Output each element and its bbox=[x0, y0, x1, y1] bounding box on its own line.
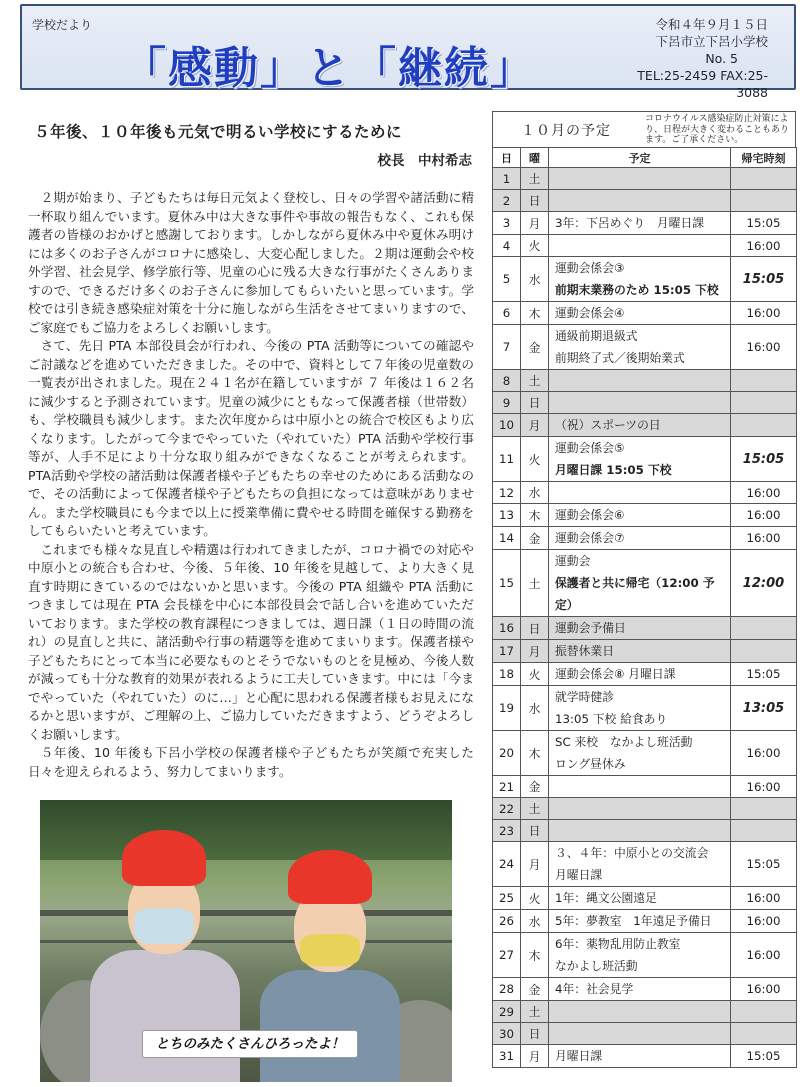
schedule-return-time: 16:00 bbox=[731, 887, 797, 910]
schedule-weekday: 日 bbox=[521, 190, 549, 212]
schedule-return-time: 16:00 bbox=[731, 504, 797, 527]
schedule-event: 1年：縄文公園遠足 bbox=[555, 891, 657, 905]
schedule-event: 3年：下呂めぐり 月曜日課 bbox=[555, 216, 705, 230]
schedule-events bbox=[549, 1023, 731, 1045]
schedule-return-time: 15:05 bbox=[731, 663, 797, 686]
schedule-event: 月曜日課 bbox=[555, 868, 603, 882]
schedule-weekday: 木 bbox=[521, 731, 549, 776]
schedule-return-time bbox=[731, 798, 797, 820]
schedule-return-time: 16:00 bbox=[731, 527, 797, 550]
column-day: 日 bbox=[493, 148, 521, 168]
schedule-events bbox=[549, 482, 731, 504]
column-return-time: 帰宅時刻 bbox=[731, 148, 797, 168]
school-name: 下呂市立下呂小学校 bbox=[655, 34, 768, 49]
schedule-event: 保護者と共に帰宅（12:00 予定） bbox=[555, 576, 715, 612]
schedule-events bbox=[549, 370, 731, 392]
schedule-row bbox=[493, 325, 797, 370]
schedule-event: SC 来校 なかよし班活動 bbox=[555, 735, 693, 749]
schedule-return-time bbox=[731, 820, 797, 842]
principal-article bbox=[28, 120, 474, 781]
schedule-event: 運動会係会⑤ bbox=[555, 441, 625, 455]
schedule-return-time bbox=[731, 1023, 797, 1045]
schedule-row bbox=[493, 776, 797, 798]
schedule-row bbox=[493, 686, 797, 731]
schedule-weekday: 水 bbox=[521, 257, 549, 302]
schedule-events bbox=[549, 776, 731, 798]
schedule-events bbox=[549, 212, 731, 235]
schedule-events bbox=[549, 842, 731, 887]
schedule-return-time: 16:00 bbox=[731, 235, 797, 257]
newsletter-tag: 学校だより bbox=[32, 18, 93, 32]
schedule-day: 30 bbox=[493, 1023, 521, 1045]
schedule-day: 16 bbox=[493, 617, 521, 640]
schedule-event: 通級前期退級式 bbox=[555, 329, 638, 343]
schedule-return-time: 15:05 bbox=[731, 437, 797, 482]
schedule-return-time bbox=[731, 1001, 797, 1023]
schedule-day: 27 bbox=[493, 933, 521, 978]
newsletter-title: 「感動」と「継続」 bbox=[122, 43, 536, 94]
schedule-event: 就学時健診 bbox=[555, 690, 614, 704]
schedule-row bbox=[493, 527, 797, 550]
schedule-return-time: 16:00 bbox=[731, 978, 797, 1001]
schedule-title: １０月の予定 bbox=[521, 123, 611, 139]
schedule-row bbox=[493, 1045, 797, 1068]
schedule-row bbox=[493, 820, 797, 842]
schedule-row bbox=[493, 414, 797, 437]
schedule-return-time: 16:00 bbox=[731, 910, 797, 933]
schedule-weekday: 木 bbox=[521, 933, 549, 978]
schedule-events bbox=[549, 686, 731, 731]
newsletter-meta bbox=[608, 16, 768, 101]
schedule-return-time: 16:00 bbox=[731, 933, 797, 978]
schedule-column-headers bbox=[493, 148, 797, 168]
schedule-weekday: 水 bbox=[521, 482, 549, 504]
schedule-events bbox=[549, 504, 731, 527]
schedule-weekday: 日 bbox=[521, 820, 549, 842]
schedule-weekday: 日 bbox=[521, 617, 549, 640]
schedule-events bbox=[549, 910, 731, 933]
schedule-day: 13 bbox=[493, 504, 521, 527]
schedule-day: 15 bbox=[493, 550, 521, 617]
schedule-weekday: 金 bbox=[521, 325, 549, 370]
schedule-weekday: 金 bbox=[521, 776, 549, 798]
schedule-events bbox=[549, 617, 731, 640]
schedule-weekday: 水 bbox=[521, 910, 549, 933]
schedule-rows bbox=[493, 168, 797, 1068]
schedule-weekday: 月 bbox=[521, 842, 549, 887]
schedule-day: 7 bbox=[493, 325, 521, 370]
schedule-day: 1 bbox=[493, 168, 521, 190]
schedule-event: 13:05 下校 給食あり bbox=[555, 712, 668, 726]
article-body bbox=[28, 189, 474, 781]
article-paragraph: ２期が始まり、子どもたちは毎日元気よく登校し、日々の学習や諸活動に精一杯取り組んでいます。夏休み中は大きな事件や事故の報告もなく、これも保護者の皆様のおかげと感謝しております。しかしながら夏休み中や夏休み明けには多くのお子さんがコロナに感染し、大変心配しました。２期は運動会や校外学習、社会見学、修学旅行等、児童の心に残る大きな行事がたくさんありますので、できるだけ多くのお子さんに参加してもらいたいと思っています。学校では引き続き感染症対策を十分に施しながら生活をさせてまいりますので、ご家庭でもご協力をよろしくお願いします。 bbox=[28, 190, 475, 335]
schedule-events bbox=[549, 1001, 731, 1023]
schedule-weekday: 月 bbox=[521, 212, 549, 235]
schedule-return-time: 15:05 bbox=[731, 1045, 797, 1068]
schedule-row bbox=[493, 617, 797, 640]
schedule-weekday: 金 bbox=[521, 527, 549, 550]
schedule-weekday: 月 bbox=[521, 1045, 549, 1068]
schedule-return-time bbox=[731, 414, 797, 437]
schedule-row bbox=[493, 663, 797, 686]
schedule-event: 月曜日課 bbox=[555, 1049, 603, 1063]
schedule-events bbox=[549, 731, 731, 776]
schedule-return-time: 16:00 bbox=[731, 731, 797, 776]
schedule-row bbox=[493, 370, 797, 392]
schedule-day: 3 bbox=[493, 212, 521, 235]
schedule-weekday: 木 bbox=[521, 504, 549, 527]
schedule-events bbox=[549, 933, 731, 978]
schedule-events bbox=[549, 1045, 731, 1068]
schedule-events bbox=[549, 820, 731, 842]
schedule-day: 8 bbox=[493, 370, 521, 392]
schedule-event: 運動会係会③ bbox=[555, 261, 625, 275]
newsletter-header bbox=[20, 4, 796, 100]
schedule-row bbox=[493, 842, 797, 887]
schedule-day: 21 bbox=[493, 776, 521, 798]
schedule-event: 運動会係会④ bbox=[555, 306, 625, 320]
issue-number: No. 5 bbox=[705, 51, 738, 66]
schedule-event: 月曜日課 15:05 下校 bbox=[555, 463, 672, 477]
photo-caption: とちのみたくさんひろったよ！ bbox=[142, 1030, 358, 1058]
schedule-weekday: 木 bbox=[521, 302, 549, 325]
schedule-row bbox=[493, 550, 797, 617]
schedule-return-time bbox=[731, 392, 797, 414]
schedule-event: 4年：社会見学 bbox=[555, 982, 634, 996]
schedule-event: 運動会予備日 bbox=[555, 621, 626, 635]
contact-info: TEL:25-2459 FAX:25-3088 bbox=[637, 68, 768, 100]
schedule-return-time: 15:05 bbox=[731, 257, 797, 302]
schedule-row bbox=[493, 302, 797, 325]
schedule-day: 9 bbox=[493, 392, 521, 414]
schedule-weekday: 月 bbox=[521, 414, 549, 437]
schedule-row bbox=[493, 978, 797, 1001]
schedule-return-time bbox=[731, 370, 797, 392]
schedule-weekday: 日 bbox=[521, 1023, 549, 1045]
schedule-weekday: 火 bbox=[521, 437, 549, 482]
schedule-event: 6年：薬物乱用防止教室 bbox=[555, 937, 681, 951]
schedule-day: 17 bbox=[493, 640, 521, 663]
schedule-weekday: 月 bbox=[521, 640, 549, 663]
schedule-event: 運動会係会⑥ bbox=[555, 508, 625, 522]
schedule-events bbox=[549, 978, 731, 1001]
schedule-event: ３、４年：中原小との交流会 bbox=[555, 846, 709, 860]
schedule-day: 5 bbox=[493, 257, 521, 302]
schedule-day: 19 bbox=[493, 686, 521, 731]
schedule-day: 6 bbox=[493, 302, 521, 325]
column-weekday: 曜 bbox=[521, 148, 549, 168]
schedule-day: 11 bbox=[493, 437, 521, 482]
article-author: 校長 中村希志 bbox=[377, 153, 472, 169]
schedule-weekday: 土 bbox=[521, 550, 549, 617]
children-photo bbox=[40, 800, 452, 1082]
schedule-return-time: 16:00 bbox=[731, 776, 797, 798]
schedule-event: 前期末業務のため 15:05 下校 bbox=[555, 283, 719, 297]
schedule-event: 運動会係会⑦ bbox=[555, 531, 625, 545]
schedule-day: 22 bbox=[493, 798, 521, 820]
schedule-event: 5年：夢教室 1年遠足予備日 bbox=[555, 914, 712, 928]
schedule-events bbox=[549, 325, 731, 370]
schedule-weekday: 金 bbox=[521, 978, 549, 1001]
schedule-events bbox=[549, 550, 731, 617]
schedule-return-time: 15:05 bbox=[731, 842, 797, 887]
schedule-return-time: 15:05 bbox=[731, 212, 797, 235]
schedule-weekday: 土 bbox=[521, 1001, 549, 1023]
october-schedule bbox=[492, 111, 796, 1068]
schedule-row bbox=[493, 235, 797, 257]
article-paragraph: これまでも様々な見直しや精選は行われてきましたが、コロナ禍での対応や中原小との統合も合わせ、今後、５年後、10 年後を見越して、より大きく見直す時期にきているのではないかと思います。今後の PTA 組織や PTA 活動につきましては現在 PTA 会長様を中心に本部役員会で話し合いを進めていただいております。また学校の教育課程につきましては、週日課（１日の時間の流れ）の見直しと共に、諸活動や行事の精選等を進めてまいります。保護者様や子どもたちにとって本当に必要なものとそうでないものとを見極め、今後人数が減っても十分な教育的効果が表れるように工夫していきます。中には「今までやっていた（やれていた）のに…」と心配に思われる保護者様もお見えになるかと思いますが、ご理解の上、ご協力していただきますよう、どうぞよろしくお願いします。 bbox=[28, 541, 474, 742]
schedule-row bbox=[493, 257, 797, 302]
schedule-events bbox=[549, 302, 731, 325]
schedule-event: なかよし班活動 bbox=[555, 959, 638, 973]
schedule-day: 14 bbox=[493, 527, 521, 550]
schedule-row bbox=[493, 910, 797, 933]
schedule-weekday: 火 bbox=[521, 235, 549, 257]
schedule-row bbox=[493, 212, 797, 235]
schedule-day: 29 bbox=[493, 1001, 521, 1023]
schedule-events bbox=[549, 887, 731, 910]
schedule-day: 26 bbox=[493, 910, 521, 933]
schedule-event: 振替休業日 bbox=[555, 644, 614, 658]
schedule-event: ロング昼休み bbox=[555, 757, 626, 771]
schedule-day: 18 bbox=[493, 663, 521, 686]
schedule-day: 24 bbox=[493, 842, 521, 887]
schedule-row bbox=[493, 887, 797, 910]
schedule-day: 25 bbox=[493, 887, 521, 910]
schedule-day: 31 bbox=[493, 1045, 521, 1068]
schedule-events bbox=[549, 798, 731, 820]
article-heading: ５年後、１０年後も元気で明るい学校にするために bbox=[34, 123, 403, 141]
schedule-events bbox=[549, 257, 731, 302]
schedule-events bbox=[549, 235, 731, 257]
schedule-table bbox=[492, 147, 797, 1068]
column-plan: 予定 bbox=[549, 148, 731, 168]
schedule-event: 運動会 bbox=[555, 554, 591, 568]
schedule-return-time bbox=[731, 640, 797, 663]
schedule-events bbox=[549, 414, 731, 437]
schedule-row bbox=[493, 798, 797, 820]
schedule-row bbox=[493, 1001, 797, 1023]
schedule-return-time: 13:05 bbox=[731, 686, 797, 731]
schedule-event: 運動会係会⑧ 月曜日課 bbox=[555, 667, 676, 681]
schedule-note: コロナウイルス感染症防止対策により、日程が大きく変わることもあります。ご了承ください。 bbox=[645, 114, 790, 145]
schedule-weekday: 水 bbox=[521, 686, 549, 731]
schedule-row bbox=[493, 640, 797, 663]
schedule-weekday: 火 bbox=[521, 663, 549, 686]
schedule-header bbox=[492, 111, 796, 147]
schedule-row bbox=[493, 190, 797, 212]
schedule-row bbox=[493, 168, 797, 190]
schedule-row bbox=[493, 504, 797, 527]
schedule-weekday: 土 bbox=[521, 168, 549, 190]
schedule-return-time: 16:00 bbox=[731, 302, 797, 325]
schedule-events bbox=[549, 437, 731, 482]
schedule-event: （祝）スポーツの日 bbox=[555, 418, 661, 432]
schedule-return-time: 16:00 bbox=[731, 325, 797, 370]
schedule-row bbox=[493, 482, 797, 504]
schedule-row bbox=[493, 1023, 797, 1045]
schedule-events bbox=[549, 168, 731, 190]
issue-date: 令和４年９月１５日 bbox=[655, 17, 768, 32]
schedule-day: 23 bbox=[493, 820, 521, 842]
schedule-events bbox=[549, 527, 731, 550]
schedule-return-time bbox=[731, 617, 797, 640]
schedule-row bbox=[493, 437, 797, 482]
schedule-return-time: 12:00 bbox=[731, 550, 797, 617]
schedule-row bbox=[493, 731, 797, 776]
schedule-return-time bbox=[731, 190, 797, 212]
schedule-weekday: 日 bbox=[521, 392, 549, 414]
schedule-day: 20 bbox=[493, 731, 521, 776]
article-paragraph: さて、先日 PTA 本部役員会が行われ、今後の PTA 活動等についての確認やご討議などを進めていただきました。その中で、資料として７年後の児童数の一覧表が出されました。現在２４１名が在籍していますが ７ 年後は１６２名に減少すると予測されています。児童の減少にともなって保護者様（世帯数）も、学校職員も減少します。また次年度からは中原小との統合で校区もより広くなります。したがって今までやっていた（やれていた）PTA 活動や学校行事等が、人手不足により十分な取り組みができなくなることが考えられます。PTA活動や学校の諸活動は保護者様や子どもたちの幸せのためにある活動なので、その活動によって保護者様や子どもたちの負担になっては意味がありません。また学校職員にも今まで以上に授業準備に費やせる時間を確保する勤務をしてもらいたいと考えています。 bbox=[28, 338, 474, 538]
schedule-row bbox=[493, 933, 797, 978]
schedule-day: 2 bbox=[493, 190, 521, 212]
schedule-day: 10 bbox=[493, 414, 521, 437]
schedule-events bbox=[549, 663, 731, 686]
schedule-day: 12 bbox=[493, 482, 521, 504]
article-paragraph: ５年後、10 年後も下呂小学校の保護者様や子どもたちが笑顔で充実した日々を迎えられるよう、努力してまいります。 bbox=[28, 745, 474, 779]
schedule-weekday: 火 bbox=[521, 887, 549, 910]
schedule-day: 4 bbox=[493, 235, 521, 257]
schedule-event: 前期終了式／後期始業式 bbox=[555, 351, 685, 365]
schedule-weekday: 土 bbox=[521, 370, 549, 392]
schedule-row bbox=[493, 392, 797, 414]
schedule-events bbox=[549, 190, 731, 212]
schedule-weekday: 土 bbox=[521, 798, 549, 820]
schedule-events bbox=[549, 392, 731, 414]
schedule-return-time bbox=[731, 168, 797, 190]
schedule-return-time: 16:00 bbox=[731, 482, 797, 504]
schedule-day: 28 bbox=[493, 978, 521, 1001]
schedule-events bbox=[549, 640, 731, 663]
